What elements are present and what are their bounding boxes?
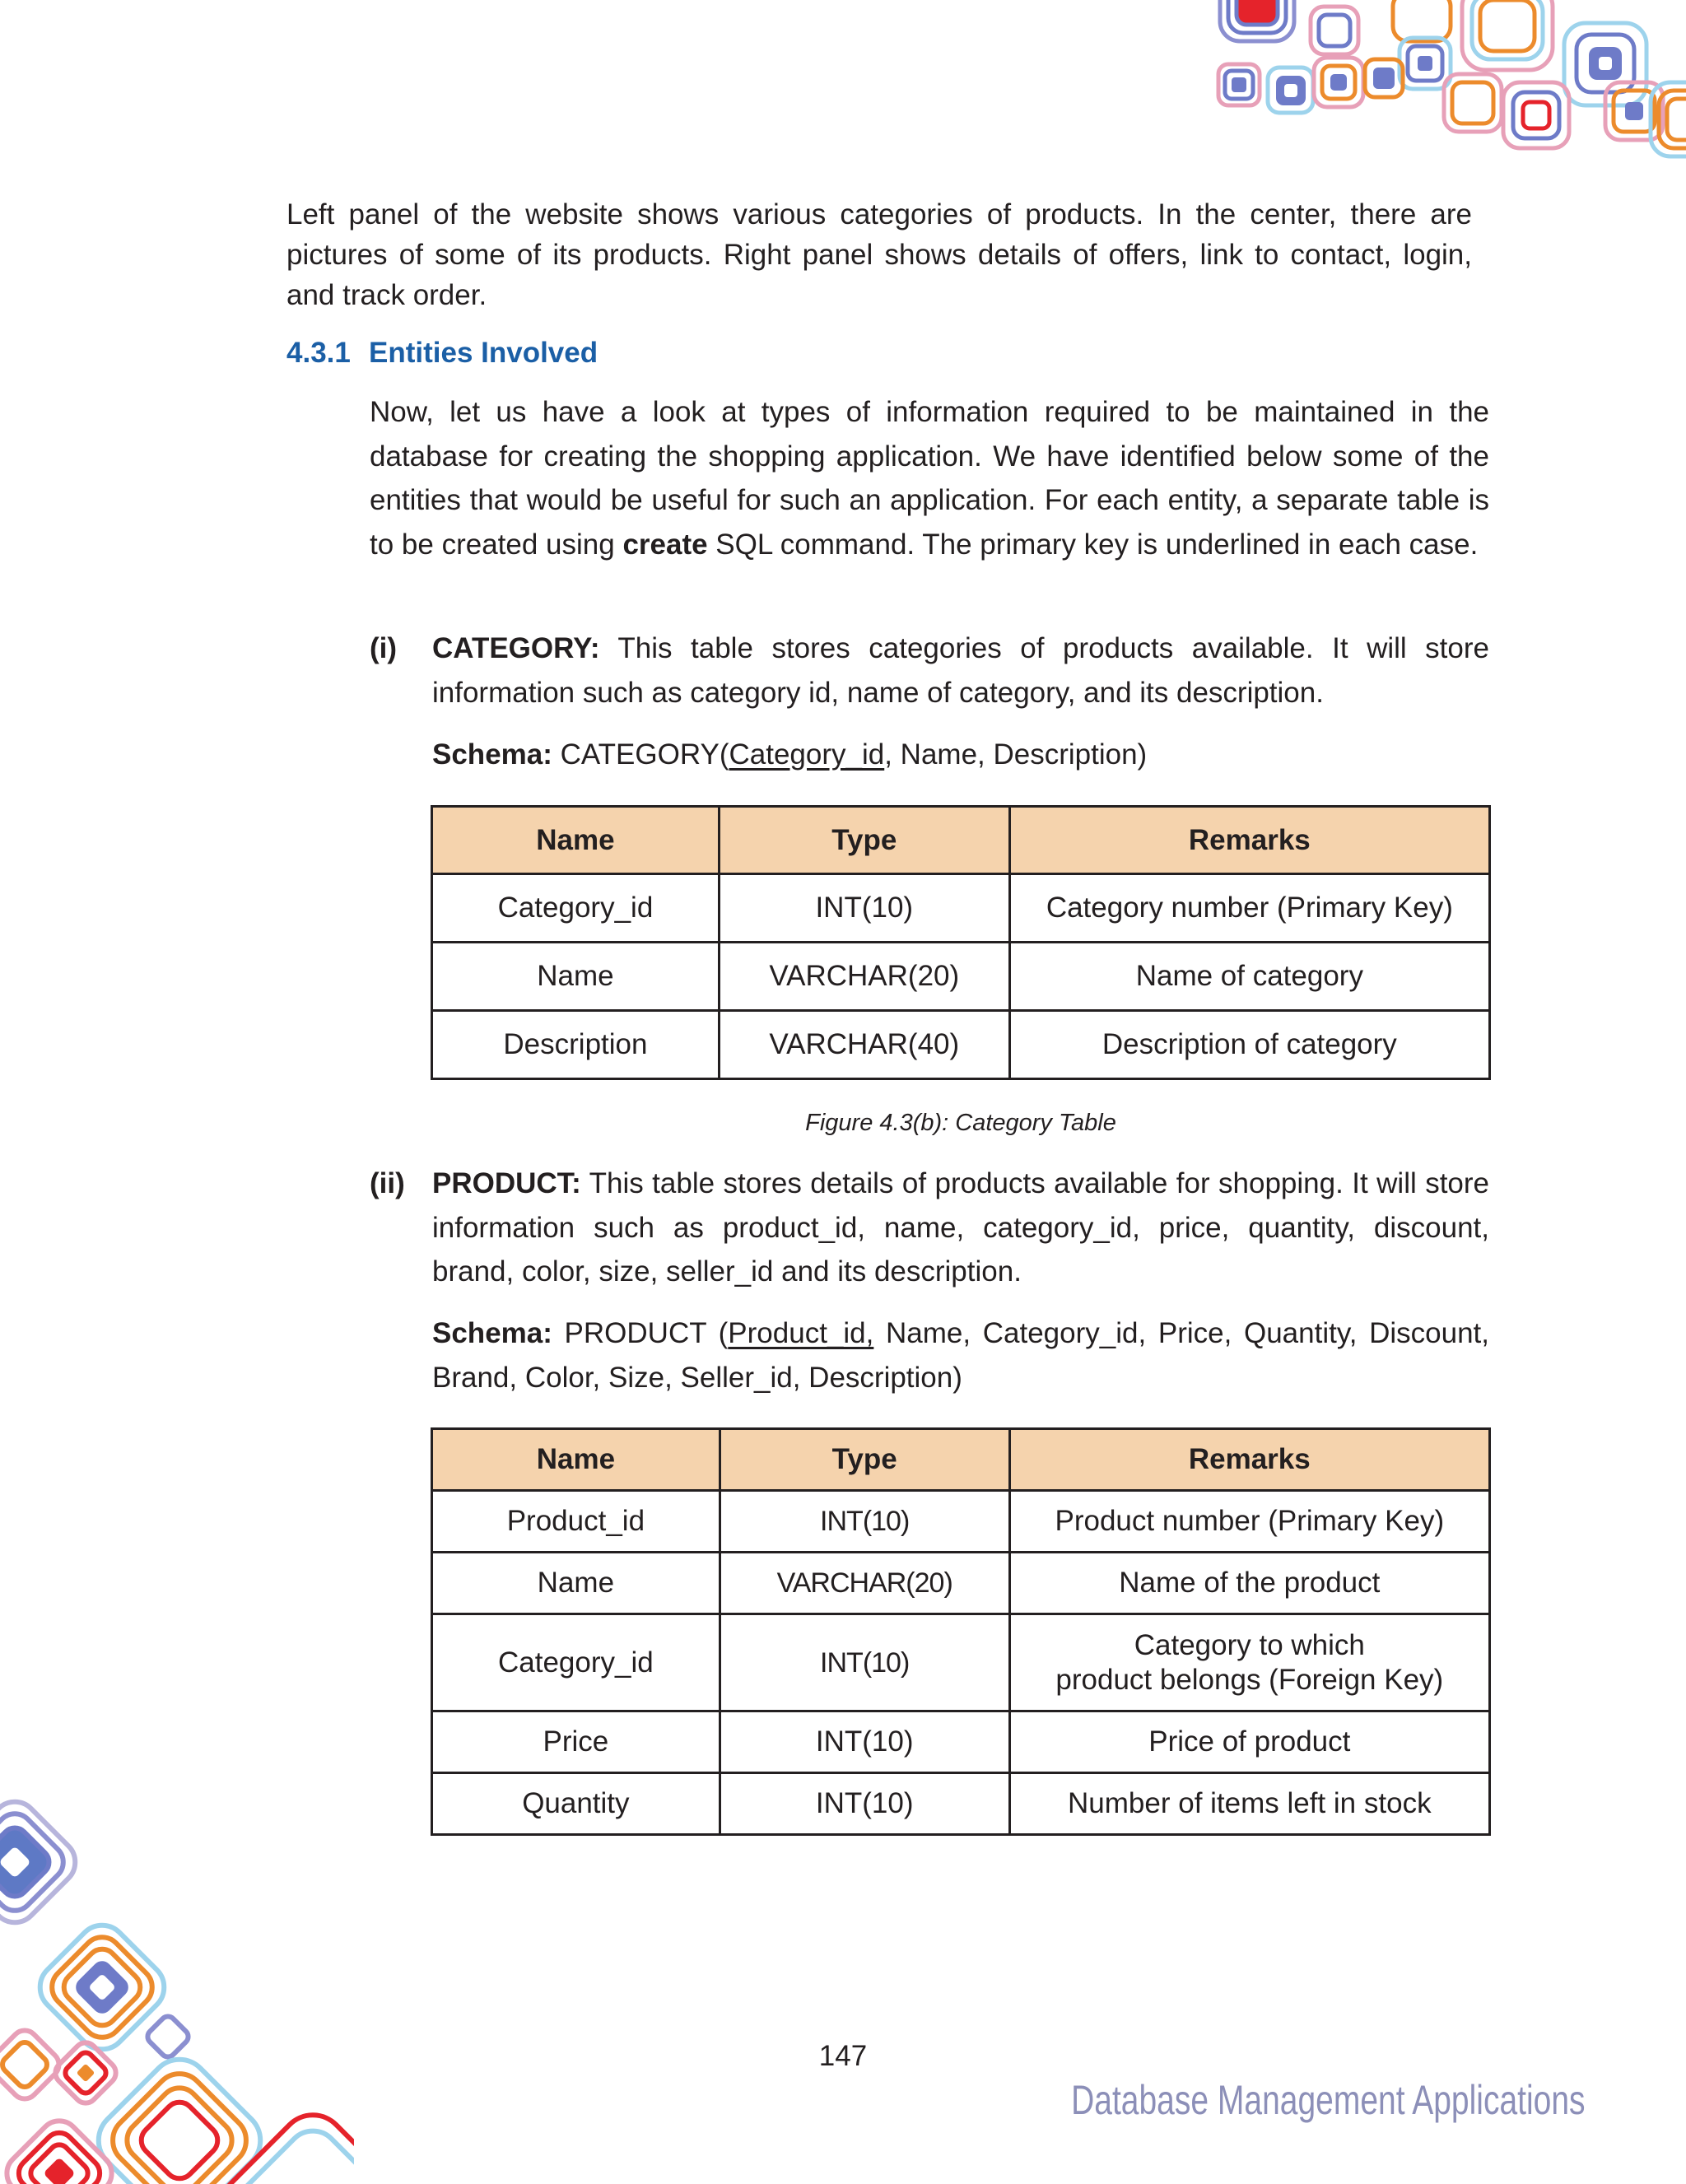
item-marker-category: (i) xyxy=(370,632,398,664)
section-title: Entities Involved xyxy=(369,337,598,369)
schema-primary-key: Product_id, xyxy=(728,1317,874,1349)
header-name: Name xyxy=(432,807,720,874)
schema-suffix: Name, Category_id, Price, Quantity, Discount, Brand, Color, Size, Seller_id, Description) xyxy=(432,1317,1489,1394)
section-paragraph xyxy=(370,390,1489,567)
section-number: 4.3.1 xyxy=(286,337,351,369)
cell-type: VARCHAR(20) xyxy=(720,1553,1009,1614)
schema-label: Schema: xyxy=(432,1317,552,1349)
figure-caption: Figure 4.3(b): Category Table xyxy=(805,1110,1116,1136)
item-description-product xyxy=(432,1162,1489,1294)
cell-type: VARCHAR(40) xyxy=(719,1011,1009,1079)
schema-suffix: , Name, Description) xyxy=(884,738,1148,771)
product-table xyxy=(431,1427,1491,1836)
item-marker-product: (ii) xyxy=(370,1167,405,1199)
header-type: Type xyxy=(720,1429,1009,1491)
intro-paragraph: Left panel of the website shows various categories of products. In the center, there are pictures of some of its products. Right panel shows details of offers, link to contact, login, and track order. xyxy=(286,198,1472,311)
schema-product xyxy=(432,1311,1489,1399)
header-type: Type xyxy=(719,807,1009,874)
page-number: 147 xyxy=(818,2040,868,2072)
decorative-squares-bottom xyxy=(0,1795,354,2184)
header-name: Name xyxy=(432,1429,720,1491)
cell-remarks: Name of category xyxy=(1009,943,1489,1011)
table-row xyxy=(432,1553,1490,1614)
cell-remarks: Name of the product xyxy=(1009,1553,1489,1614)
schema-category xyxy=(432,733,1147,777)
cell-remarks xyxy=(1009,1614,1489,1711)
item-description-category xyxy=(432,626,1489,715)
schema-primary-key: Category_id xyxy=(729,738,885,771)
item-text-category: This table stores categories of products available. It will store information such as category id, name of category, and its description. xyxy=(432,632,1489,709)
cell-remarks-line-2: product belongs (Foreign Key) xyxy=(1055,1663,1444,1696)
cell-type: INT(10) xyxy=(719,874,1009,943)
cell-name: Quantity xyxy=(432,1773,720,1835)
paragraph-text-end: SQL command. The primary key is underlined in each case. xyxy=(707,529,1479,561)
schema-prefix: PRODUCT ( xyxy=(552,1317,729,1349)
table-row xyxy=(432,1614,1490,1711)
decorative-squares-top xyxy=(1202,0,1686,165)
table-row xyxy=(432,1491,1490,1553)
schema-label: Schema: xyxy=(432,738,552,771)
cell-name: Name xyxy=(432,1553,720,1614)
cell-type: INT(10) xyxy=(720,1711,1009,1773)
item-label-category: CATEGORY: xyxy=(432,632,600,664)
paragraph-text: Now, let us have a look at types of information required to be maintained in the database for creating the shopping application. We have identified below some of the entities that would be useful for such an application. For each entity, a separate table is to be created using xyxy=(370,396,1489,561)
table-row xyxy=(432,1773,1490,1835)
cell-type: INT(10) xyxy=(720,1773,1009,1835)
cell-name: Description xyxy=(432,1011,720,1079)
cell-remarks: Number of items left in stock xyxy=(1009,1773,1489,1835)
cell-remarks: Description of category xyxy=(1009,1011,1489,1079)
header-remarks: Remarks xyxy=(1009,807,1489,874)
cell-remarks: Price of product xyxy=(1009,1711,1489,1773)
table-row xyxy=(432,1011,1490,1079)
table-row xyxy=(432,1711,1490,1773)
paragraph-keyword: create xyxy=(622,529,708,561)
item-label-product: PRODUCT: xyxy=(432,1167,581,1199)
cell-remarks: Product number (Primary Key) xyxy=(1009,1491,1489,1553)
cell-name: Category_id xyxy=(432,1614,720,1711)
cell-name: Category_id xyxy=(432,874,720,943)
category-table xyxy=(431,805,1491,1080)
cell-name: Product_id xyxy=(432,1491,720,1553)
footer-book-title: Database Management Applications xyxy=(1071,2077,1586,2123)
cell-remarks-line-1: Category to which xyxy=(1134,1628,1365,1661)
cell-type: VARCHAR(20) xyxy=(719,943,1009,1011)
cell-name: Name xyxy=(432,943,720,1011)
table-header-row xyxy=(432,807,1490,874)
schema-prefix: CATEGORY( xyxy=(552,738,729,771)
cell-type: INT(10) xyxy=(720,1614,1009,1711)
section-heading xyxy=(286,333,598,373)
table-header-row xyxy=(432,1429,1490,1491)
header-remarks: Remarks xyxy=(1009,1429,1489,1491)
cell-remarks: Category number (Primary Key) xyxy=(1009,874,1489,943)
table-row xyxy=(432,943,1490,1011)
table-row xyxy=(432,874,1490,943)
cell-name: Price xyxy=(432,1711,720,1773)
item-text-product: This table stores details of products available for shopping. It will store information such as product_id, name, category_id, price, quantity, discount, brand, color, size, seller_id and its description. xyxy=(432,1167,1489,1288)
cell-type: INT(10) xyxy=(720,1491,1009,1553)
